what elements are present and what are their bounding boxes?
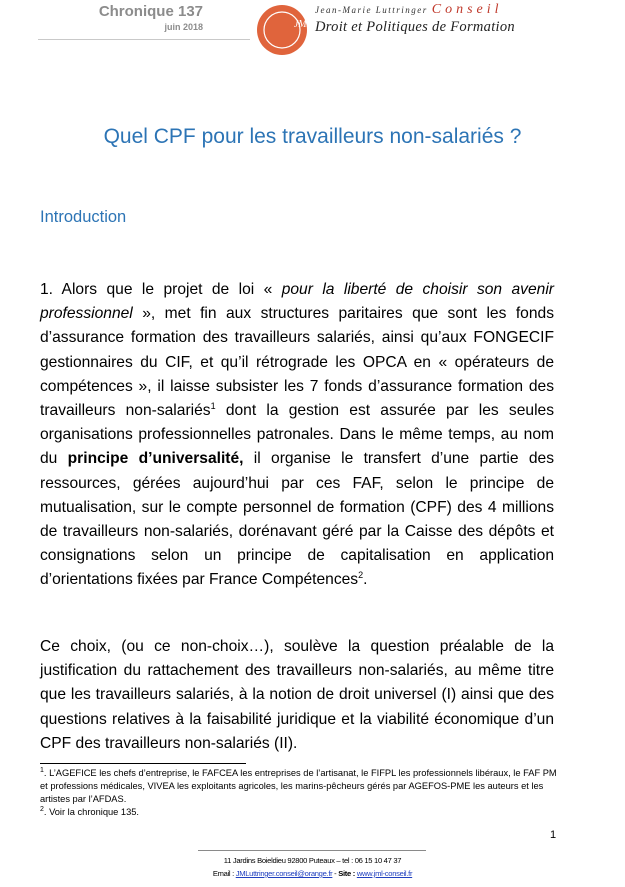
p1-bold: principe d’universalité, bbox=[67, 450, 244, 468]
p1-text-e: . bbox=[363, 571, 368, 589]
footnote-ref-2[interactable]: 2 bbox=[358, 570, 364, 581]
author-name bbox=[315, 2, 595, 18]
logo-text: JML bbox=[293, 19, 313, 30]
p1-text-d: il organise le transfert d’une partie des ressources, gérées aujourd’hui par ces FAF, selon le principe de mutualisation, sur le compte personnel de formation (CPF) des 4 millions de travailleurs non-salariés, dorénavant géré par la Caisse des dépôts et consignations selon un principe de capitalisation en application d’orientations fixées par France Compétences bbox=[40, 450, 554, 589]
site-separator: - bbox=[332, 869, 339, 878]
footnote-rule bbox=[40, 763, 246, 764]
header-right bbox=[315, 2, 595, 36]
p1-text-b: », met fin aux structures paritaires que sont les fonds d’assurance formation des travailleurs salariés, ainsi qu’aux FONGECIF gestionnaires du CIF, et qu’il rétrograde les OPCA en « opérateurs de compétences », il laisse subsister les 7 fonds d’assurance formation des travailleurs non-salariés bbox=[40, 305, 554, 420]
footnote-ref-1[interactable]: 1 bbox=[210, 400, 216, 411]
jml-logo-icon bbox=[256, 4, 308, 56]
chronicle-number: Chronique 137 bbox=[98, 3, 203, 20]
author-suffix: Conseil bbox=[431, 2, 503, 17]
page-title: Quel CPF pour les travailleurs non-salariés ? bbox=[103, 125, 522, 148]
header-subtitle: Droit et Politiques de Formation bbox=[315, 19, 515, 35]
site-link[interactable]: www.jml-conseil.fr bbox=[356, 869, 413, 878]
p1-italic: pour la liberté de choisir son avenir professionnel bbox=[40, 281, 554, 323]
email-link[interactable]: JMLuttringer.conseil@orange.fr bbox=[235, 869, 333, 878]
paragraph-1 bbox=[40, 278, 554, 593]
header-left bbox=[0, 0, 255, 42]
footnote-1-text: . L’AGEFICE les chefs d’entreprise, le FAFCEA les entreprises de l’artisanat, le FIFPL les professionnels libéraux, le FAF PM et professions médicales, VIVEA les exploitants agricoles, les marins-pêcheurs gérés par AGEFOS-PME les auteurs et les artistes par l’AFDAS. bbox=[40, 768, 557, 805]
paragraph-2: Ce choix, (ou ce non-choix…), soulève la question préalable de la justification du rattachement des travailleurs non-salariés, au même titre que les travailleurs salariés, à la notion de droit universel (I) ainsi que des questions relatives à la faisabilité juridique et la viabilité économique d’un CPF des travailleurs non-salariés (II). bbox=[40, 638, 554, 752]
p1-text-a: 1. Alors que le projet de loi « bbox=[40, 281, 282, 298]
author: Jean-Marie Luttringer bbox=[315, 5, 428, 15]
footer-address: 11 Jardins Boieldieu 92800 Puteaux – tel : 06 15 10 47 37 bbox=[223, 856, 402, 865]
footer-rule bbox=[198, 850, 426, 851]
footnote-2-num: 2 bbox=[40, 805, 44, 813]
footnote-2 bbox=[40, 806, 560, 819]
footnote-2-text: . Voir la chronique 135. bbox=[43, 807, 140, 817]
section-heading: Introduction bbox=[40, 208, 127, 226]
email-label: Email : bbox=[212, 869, 236, 878]
footer-contact bbox=[0, 869, 625, 878]
chronicle-date: juin 2018 bbox=[164, 22, 203, 32]
p1-text-c: dont la gestion est assurée par les seules organisations professionnelles patronales. Dans le même temps, au nom du bbox=[40, 402, 555, 468]
footnote-1-num: 1 bbox=[40, 766, 44, 774]
header-rule bbox=[38, 39, 250, 40]
page-number: 1 bbox=[550, 829, 557, 841]
footnote-1 bbox=[40, 767, 560, 807]
site-label: Site : bbox=[338, 869, 355, 878]
